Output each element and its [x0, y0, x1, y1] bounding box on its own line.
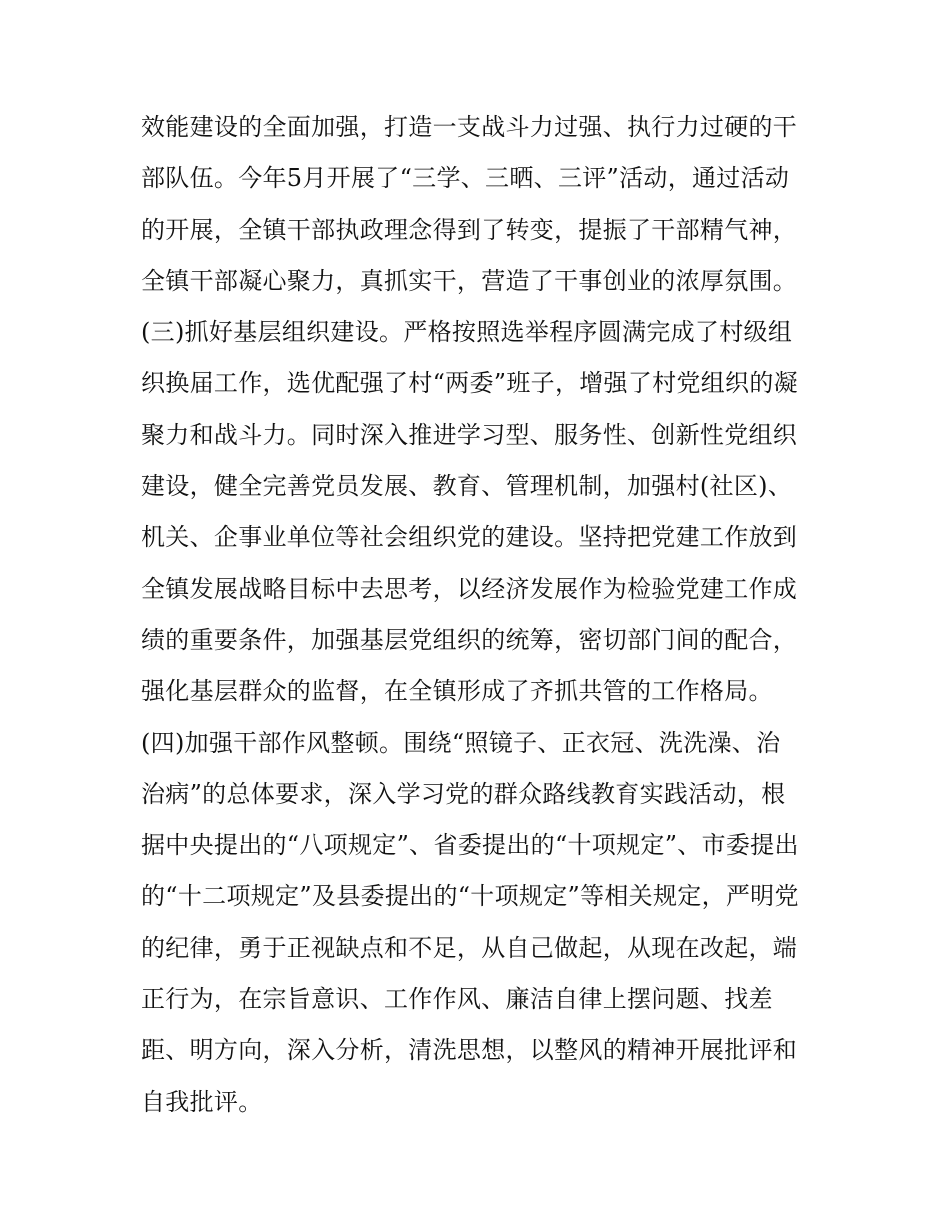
section-heading-line: (四)加强干部作风整顿。围绕“照镜子、正衣冠、洗洗澡、治 [141, 728, 781, 757]
text-line: 的开展，全镇干部执政理念得到了转变，提振了干部精气神， [141, 215, 798, 244]
text-line: 的“十二项规定”及县委提出的“十项规定”等相关规定，严明党 [141, 882, 799, 911]
text-line: 据中央提出的“八项规定”、省委提出的“十项规定”、市委提出 [141, 831, 799, 860]
text-line: 绩的重要条件，加强基层党组织的统筹，密切部门间的配合， [141, 625, 798, 654]
section-heading-line: (三)抓好基层组织建设。严格按照选举程序圆满完成了村级组 [141, 318, 793, 347]
text-line: 全镇发展战略目标中去思考，以经济发展作为检验党建工作成 [141, 574, 798, 603]
text-line: 自我批评。 [141, 1087, 263, 1116]
text-line: 建设，健全完善党员发展、教育、管理机制，加强村(社区)、 [141, 472, 793, 501]
text-line: 聚力和战斗力。同时深入推进学习型、服务性、创新性党组织 [141, 420, 798, 449]
text-line: 距、明方向，深入分析，清洗思想，以整风的精神开展批评和 [141, 1036, 798, 1065]
text-line: 治病”的总体要求，深入学习党的群众路线教育实践活动，根 [141, 779, 786, 808]
text-line: 部队伍。今年5月开展了“三学、三晒、三评”活动，通过活动 [141, 164, 790, 193]
text-line: 织换届工作，选优配强了村“两委”班子，增强了村党组织的凝 [141, 369, 798, 398]
text-line: 全镇干部凝心聚力，真抓实干，营造了干事创业的浓厚氛围。 [141, 266, 798, 295]
document-body [141, 102, 821, 1128]
text-line: 的纪律，勇于正视缺点和不足，从自己做起，从现在改起，端 [141, 933, 798, 962]
text-line: 效能建设的全面加强，打造一支战斗力过强、执行力过硬的干 [141, 113, 798, 141]
text-line: 机关、企事业单位等社会组织党的建设。坚持把党建工作放到 [141, 523, 798, 552]
text-line: 正行为，在宗旨意识、工作作风、廉洁自律上摆问题、找差 [141, 985, 773, 1014]
text-line: 强化基层群众的监督，在全镇形成了齐抓共管的工作格局。 [141, 677, 773, 706]
